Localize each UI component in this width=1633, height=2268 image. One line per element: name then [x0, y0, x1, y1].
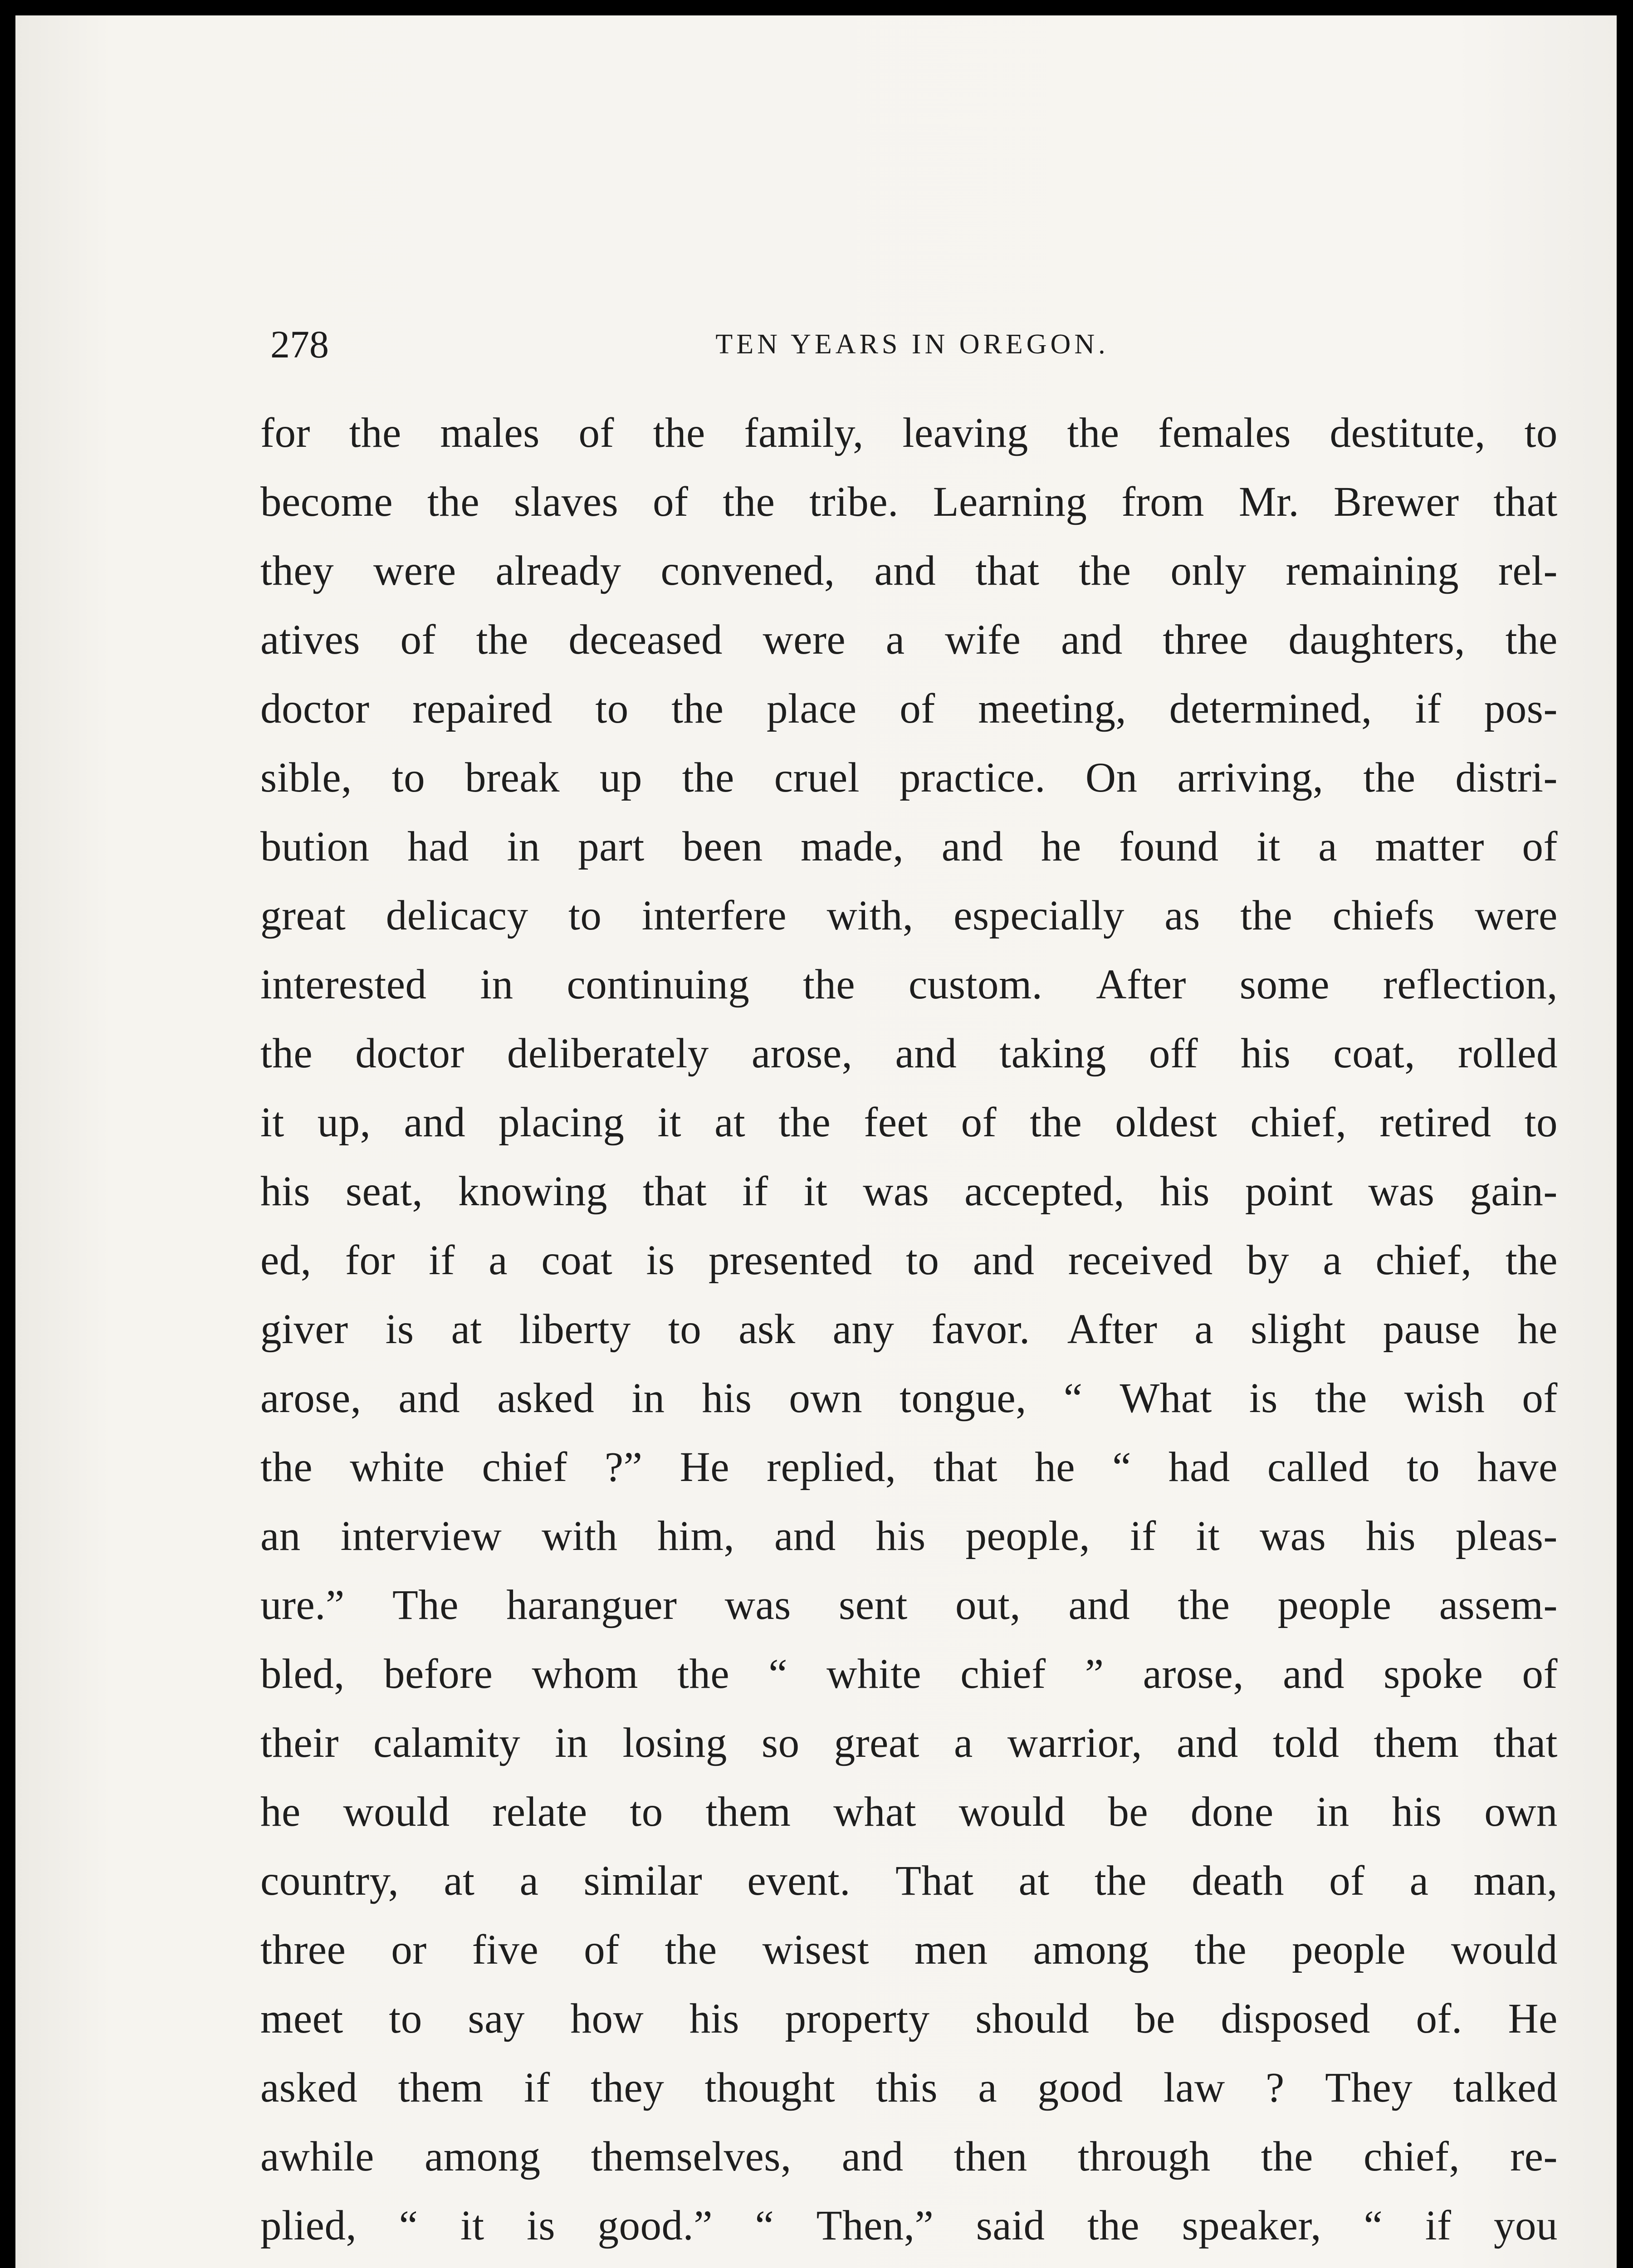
- text-line: bution had in part been made, and he found it a matter of: [260, 823, 1558, 870]
- text-line: for the males of the family, leaving the females destitute, to: [260, 410, 1558, 456]
- text-line: their calamity in losing so great a warrior, and told them that: [260, 1720, 1558, 1766]
- text-line: [260, 2260, 1558, 2268]
- text-line: an interview with him, and his people, if it was his pleas-: [260, 1513, 1558, 1559]
- text-line: interested in continuing the custom. After some reflection,: [260, 961, 1558, 1008]
- text-line: they were already convened, and that the only remaining rel-: [260, 547, 1558, 594]
- text-line: doctor repaired to the place of meeting, determined, if pos-: [260, 685, 1558, 732]
- text-line: ed, for if a coat is presented to and received by a chief, the: [260, 1237, 1558, 1284]
- text-line: sible, to break up the cruel practice. On arriving, the distri-: [260, 754, 1558, 801]
- text-line: his seat, knowing that if it was accepted, his point was gain-: [260, 1168, 1558, 1215]
- text-line: become the slaves of the tribe. Learning from Mr. Brewer that: [260, 479, 1558, 525]
- text-line: it up, and placing it at the feet of the oldest chief, retired to: [260, 1099, 1558, 1146]
- text-line: asked them if they thought this a good law ? They talked: [260, 2064, 1558, 2111]
- text-line: arose, and asked in his own tongue, “ What is the wish of: [260, 1375, 1558, 1422]
- text-line: the white chief ?” He replied, that he “ had called to have: [260, 1444, 1558, 1491]
- text-line: country, at a similar event. That at the death of a man,: [260, 1857, 1558, 1904]
- text-line: meet to say how his property should be disposed of. He: [260, 1995, 1558, 2042]
- text-line: great delicacy to interfere with, especially as the chiefs were: [260, 892, 1558, 939]
- page-number: 278: [270, 323, 329, 366]
- text-line: the doctor deliberately arose, and taking off his coat, rolled: [260, 1030, 1558, 1077]
- text-line: three or five of the wisest men among the people would: [260, 1926, 1558, 1973]
- text-line: he would relate to them what would be done in his own: [260, 1789, 1558, 1835]
- text-line: ure.” The haranguer was sent out, and the people assem-: [260, 1582, 1558, 1628]
- text-line: giver is at liberty to ask any favor. After a slight pause he: [260, 1306, 1558, 1353]
- text-line: plied, “ it is good.” “ Then,” said the speaker, “ if you: [260, 2202, 1558, 2249]
- text-line: awhile among themselves, and then through the chief, re-: [260, 2133, 1558, 2180]
- book-page: [15, 15, 1617, 2268]
- running-title: TEN YEARS IN OREGON.: [715, 329, 1109, 360]
- running-head: [270, 317, 1554, 371]
- body-text: [260, 399, 1558, 2268]
- text-line: bled, before whom the “ white chief ” arose, and spoke of: [260, 1651, 1558, 1697]
- text-line: atives of the deceased were a wife and three daughters, the: [260, 616, 1558, 663]
